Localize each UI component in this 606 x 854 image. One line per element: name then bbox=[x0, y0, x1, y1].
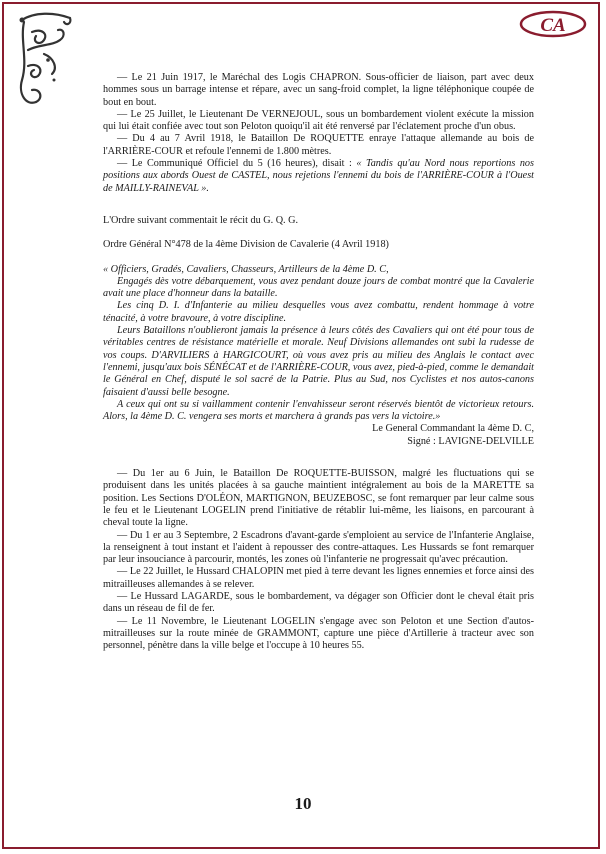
ordre-paragraph: Les cinq D. I. d'Infanterie au milieu desquelles vous avez combattu, rendent hommage à votre ténacité, à votre bravoure, à votre discipline. bbox=[103, 300, 534, 324]
communique-quote: « Tandis qu'au Nord nous reportions nos positions aux abords Ouest de CASTEL, nous rejetions l'ennemi du bois de l'ARRIÈRE-COUR à l'Ouest de MAILLY-RAINEVAL ». bbox=[103, 158, 534, 194]
ordre-paragraph: A ceux qui ont su si vaillamment contenir l'envahisseur seront réservés bientôt de victorieux retours. Alors, la 4ème D. C. vengera ses morts et marchera à grands pas vers la victoire.» bbox=[103, 398, 534, 423]
paragraph: — Le 22 Juillet, le Hussard CHALOPIN met pied à terre devant les lignes ennemies et force ainsi des mitrailleuses allemandes à se relever. bbox=[103, 566, 534, 590]
paragraph: — Le 25 Juillet, le Lieutenant De VERNEJOUL, sous un bombardement violent exécute la mission qui lui était confiée avec tout son Peloton quoiqu'il ait été renversé par l'éclatement proche d'un obus. bbox=[103, 108, 534, 133]
communique-paragraph bbox=[103, 158, 534, 195]
logo-text: CA bbox=[540, 15, 566, 36]
ordre-intro: L'Ordre suivant commentait le récit du G. Q. G. bbox=[103, 214, 299, 226]
communique-lead: — Le Communiqué Officiel du 5 (16 heures), disait : bbox=[117, 158, 357, 170]
document-body bbox=[103, 72, 534, 652]
ca-logo bbox=[519, 10, 587, 38]
paragraph: — Du 4 au 7 Avril 1918, le Bataillon De ROQUETTE enraye l'attaque allemande au bois de l'ARRIÈRE-COUR et refoule l'ennemi de 1.800 mètres. bbox=[103, 133, 534, 157]
paragraph: — Le Hussard LAGARDE, sous le bombardement, va dégager son Officier dont le cheval était pris dans un réseau de fil de fer. bbox=[103, 590, 534, 615]
ordre-paragraph: « Officiers, Gradés, Cavaliers, Chasseurs, Artilleurs de la 4ème D. C, bbox=[103, 263, 389, 275]
ordre-text bbox=[103, 264, 534, 424]
paragraph: — Du 1er au 6 Juin, le Bataillon De ROQUETTE-BUISSON, malgré les fluctuations qui se produisent dans les unités placées à sa gauche maintient intégralement au bois de la MARETTE sa position. Les Sections D'OLÉON, MARTIGNON, BEUZEBOSC, se font remarquer par leur calme sous le feu et le Lieutenant LOGELIN prend l'initiative de rétablir lui-même, les liaisons, en parcourant à cheval toute la ligne. bbox=[103, 468, 534, 529]
ordre-paragraph: Engagés dès votre débarquement, vous avez pendant douze jours de combat montré que la Cavalerie avait une place d'honneur dans la bataille. bbox=[103, 275, 534, 300]
page-number: 10 bbox=[294, 794, 312, 813]
paragraph: — Le 11 Novembre, le Lieutenant LOGELIN s'engage avec son Peloton et une Section d'autos-mitrailleuses sur la route minée de GRAMMONT, capture une pièce d'Artillerie à tracteur avec son personnel, pénètre dans la ville belge et l'occupe à 10 heures 55. bbox=[103, 615, 534, 652]
ordre-paragraph: Leurs Bataillons n'oublieront jamais la présence à leurs côtés des Cavaliers qui ont été pour tous de véritables centres de résistance matérielle et morale. Neuf Divisions allemandes ont subi la rudesse de vos coups. D'ARVILIERS à HARGICOURT, où vous avez pris au milieu des Anglais le contact avec l'ennemi, jusqu'aux bois SÉNÉCAT et de l'ARRIÈRE-COUR, vous avez, pied-à-pied, comme le demandait le Général en Chef, disputé le sol sacré de la Patrie. Plus au Sud, nos Cyclistes et nos autos-canons faisaient d'aussi belle besogne. bbox=[103, 325, 534, 398]
ordre-title: Ordre Général N°478 de la 4ème Division de Cavalerie (4 Avril 1918) bbox=[103, 239, 389, 251]
signature-line-1: Le General Commandant la 4ème D. C, bbox=[372, 423, 534, 435]
decorative-initial-letter-icon bbox=[14, 10, 74, 110]
signature-line-2: Signé : LAVIGNE-DELVILLE bbox=[407, 435, 534, 447]
paragraph: — Le 21 Juin 1917, le Maréchal des Logis CHAPRON. Sous-officier de liaison, part avec deux hommes sous un barrage intense et répare, avec un sang-froid complet, la ligne téléphonique coupée de bout en bout. bbox=[103, 72, 534, 108]
paragraph: — Du 1 er au 3 Septembre, 2 Escadrons d'avant-garde s'emploient au service de l'Infanterie Anglaise, la renseignent à tout instant et l'aident à repousser des contre-attaques. Les Hussards se font remarquer par leur insouciance à parcourir, montés, les zones où l'infanterie ne progressait qu'avec précaution. bbox=[103, 529, 534, 566]
